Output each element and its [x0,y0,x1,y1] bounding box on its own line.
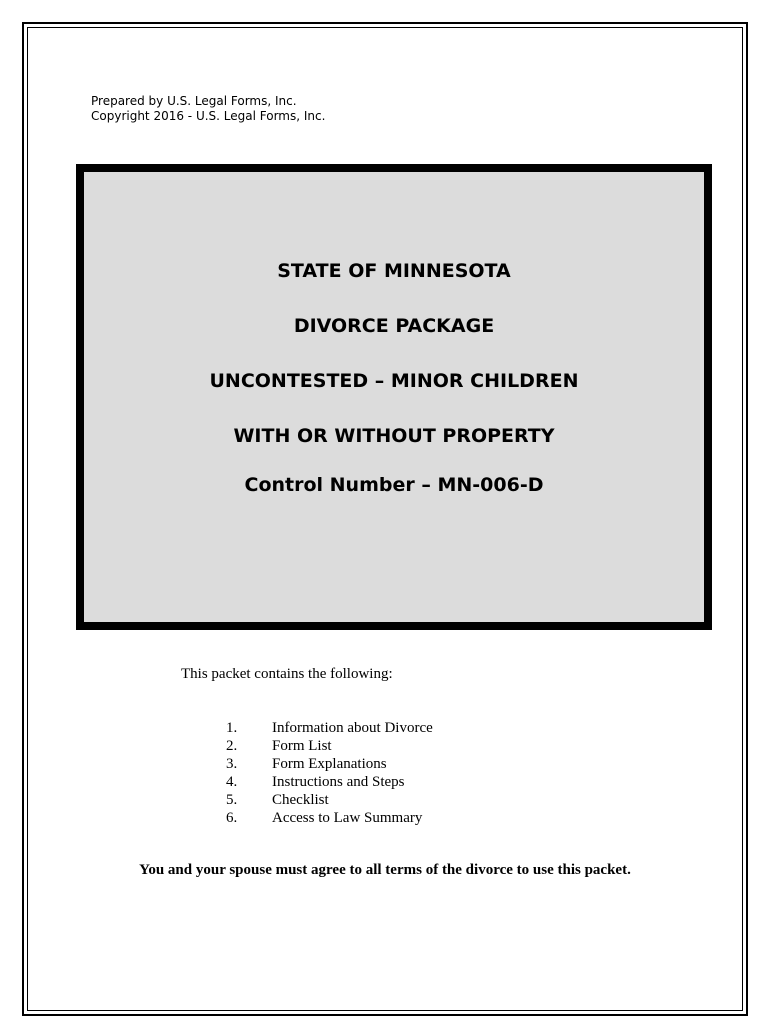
agreement-notice: You and your spouse must agree to all terms of the divorce to use this packet. [139,862,631,878]
list-item-number: 2. [226,738,238,754]
list-item-label: Information about Divorce [272,720,433,736]
list-item-number: 3. [226,756,238,772]
control-number: Control Number – MN-006-D [244,474,544,496]
state-title: STATE OF MINNESOTA [277,260,511,282]
preparer-info [91,94,325,124]
package-title: DIVORCE PACKAGE [293,315,495,337]
list-item-label: Form Explanations [272,756,387,772]
title-box [76,164,712,630]
property-title: WITH OR WITHOUT PROPERTY [233,425,555,447]
list-item-number: 5. [226,792,238,808]
contents-intro: This packet contains the following: [181,666,393,682]
list-item-number: 6. [226,810,238,826]
type-title: UNCONTESTED – MINOR CHILDREN [209,370,579,392]
prepared-by-text: Prepared by U.S. Legal Forms, Inc. [91,94,297,108]
list-item-label: Form List [272,738,332,754]
list-item-label: Checklist [272,792,329,808]
list-item-number: 1. [226,720,238,736]
list-item-number: 4. [226,774,238,790]
list-item-label: Instructions and Steps [272,774,405,790]
copyright-text: Copyright 2016 - U.S. Legal Forms, Inc. [91,109,326,123]
list-item-label: Access to Law Summary [272,810,423,826]
